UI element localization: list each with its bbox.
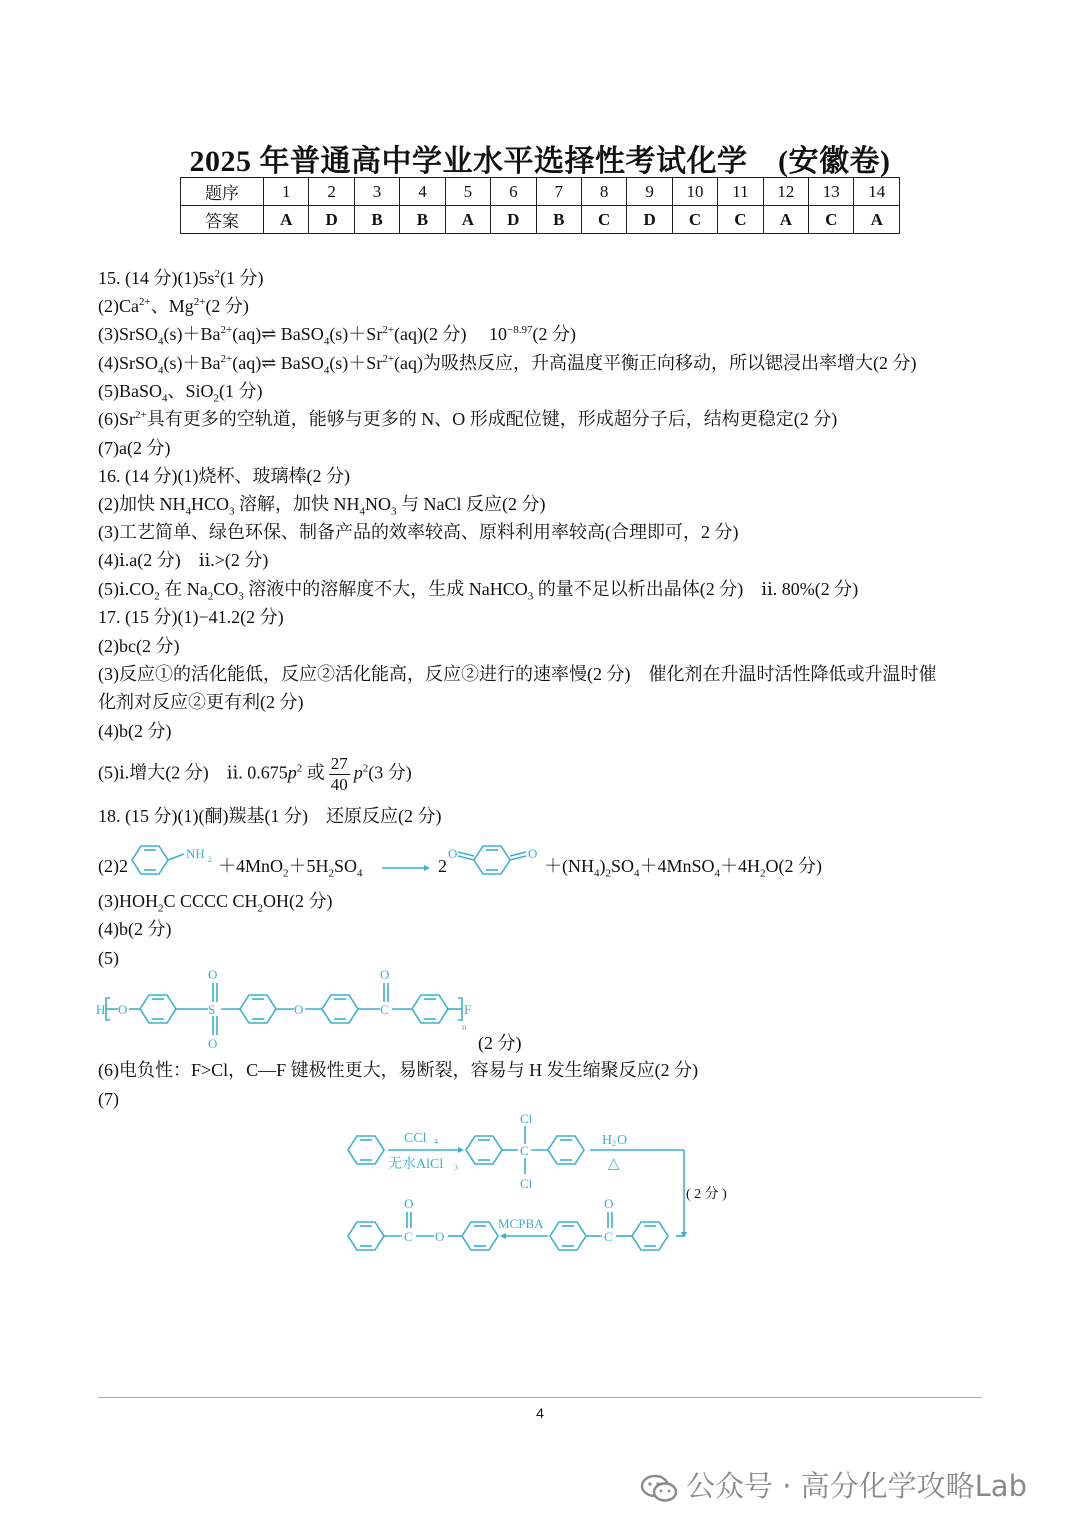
svg-text:O: O xyxy=(604,1196,614,1211)
svg-text:△: △ xyxy=(608,1156,620,1172)
answer-cell: C xyxy=(718,206,763,234)
svg-text:( 2 分 ): ( 2 分 ) xyxy=(686,1187,727,1202)
answer-cell: B xyxy=(354,206,399,234)
answer-cell: C xyxy=(581,206,626,234)
svg-text:H: H xyxy=(96,1002,106,1017)
answer-cell: A xyxy=(763,206,808,234)
svg-text:O: O xyxy=(380,967,390,982)
q18-line-2-reagents: $+4MnO_2+5H_2SO_4$ xyxy=(218,856,363,880)
question-number: 13 xyxy=(809,178,854,206)
q16-line-2: (2)加快 $NH_4HCO_3$ 溶解，加快 $NH_4NO_3$ 与 NaCl 反应(2 分) xyxy=(98,494,546,518)
question-number: 12 xyxy=(763,178,808,206)
page-title: 2025 年普通高中学业水平选择性考试化学 (安徽卷) xyxy=(189,145,891,178)
q18-line-6: (6)电负性：F>Cl，C—F 键极性更大，易断裂，容易与 H 发生缩聚反应(2 分) xyxy=(98,1060,699,1080)
answer-cell: C xyxy=(809,206,854,234)
q15-line-4: $(4)SrSO_4(s)+Ba^{2+}(aq)\rightleftharpoons$ $BaSO_4(s)+Sr^{2+}(aq)$为吸热反应，升高温度平衡正向移动，所以锶浸出率增大(2 分) xyxy=(98,353,917,377)
question-number: 1 xyxy=(264,178,309,206)
q17-line-3: (3)反应①的活化能低，反应②活化能高，反应②进行的速率慢(2 分) 催化剂在升温时活性降低或升温时催 xyxy=(98,664,937,684)
row-header-answer: 答案 xyxy=(181,206,264,234)
answer-cell: B xyxy=(536,206,581,234)
svg-text:n: n xyxy=(462,1022,467,1032)
answer-cell: D xyxy=(491,206,536,234)
svg-text:C: C xyxy=(520,1143,529,1158)
svg-text:C: C xyxy=(380,1002,389,1017)
q17-line-2: (2)bc(2 分) xyxy=(98,636,180,656)
q17-line-4: (4)b(2 分) xyxy=(98,721,172,741)
svg-text:C: C xyxy=(604,1229,613,1244)
question-number: 14 xyxy=(854,178,900,206)
polymer-structure xyxy=(96,966,486,1050)
q18-line-2-coef: 2 xyxy=(438,856,447,876)
q18-line-5-score: (2 分) xyxy=(478,1033,522,1053)
question-number: 7 xyxy=(536,178,581,206)
svg-text:3: 3 xyxy=(454,1163,458,1172)
answer-table-answer-row xyxy=(181,206,900,234)
answer-table xyxy=(180,177,900,234)
benzoquinone-structure xyxy=(446,840,546,880)
svg-text:O: O xyxy=(435,1229,445,1244)
answer-cell: C xyxy=(672,206,717,234)
answer-cell: B xyxy=(400,206,445,234)
svg-text:O: O xyxy=(208,1036,218,1051)
q18-line-3: $(3)HOH_2C$ CCCC $CH_2OH(2$ 分) xyxy=(98,891,333,915)
svg-text:O: O xyxy=(528,846,538,861)
wechat-icon xyxy=(640,1473,678,1503)
question-number: 11 xyxy=(718,178,763,206)
q18-line-1: 18. (15 分)(1)(酮)羰基(1 分) 还原反应(2 分) xyxy=(98,806,442,826)
svg-text:O: O xyxy=(404,1196,414,1211)
svg-text:NH: NH xyxy=(186,846,205,861)
q18-line-7: (7) xyxy=(98,1089,119,1109)
question-number: 2 xyxy=(309,178,354,206)
q15-line-5: (5)BaSO$_4$、SiO$_2$(1 分) xyxy=(98,381,263,405)
q18-line-4: (4)b(2 分) xyxy=(98,919,172,939)
svg-text:O: O xyxy=(294,1002,304,1017)
q16-line-1: 16. (14 分)(1)烧杯、玻璃棒(2 分) xyxy=(98,466,350,486)
aniline-structure xyxy=(128,840,218,880)
svg-text:O: O xyxy=(118,1002,128,1017)
svg-text:2: 2 xyxy=(612,1139,616,1148)
fraction: $\frac{27}{40}$ xyxy=(330,754,348,794)
svg-text:Cl: Cl xyxy=(520,1111,533,1126)
question-number: 6 xyxy=(491,178,536,206)
answer-cell: A xyxy=(264,206,309,234)
q16-line-3: (3)工艺简单、绿色环保、制备产品的效率较高、原料利用率较高(合理即可，2 分) xyxy=(98,522,739,542)
question-number: 5 xyxy=(445,178,490,206)
svg-text:H: H xyxy=(602,1133,613,1148)
q15-line-6: $(6)Sr^{2+}$具有更多的空轨道，能够与更多的 N、O 形成配位键，形成超分子后，结构更稳定(2 分) xyxy=(98,409,838,429)
page-number: 4 xyxy=(536,1405,544,1421)
answer-cell: A xyxy=(445,206,490,234)
question-number: 10 xyxy=(672,178,717,206)
svg-text:CCl: CCl xyxy=(404,1131,427,1146)
row-header-number: 题序 xyxy=(181,178,264,206)
svg-text:C: C xyxy=(404,1229,413,1244)
q18-line-5: (5) xyxy=(98,948,119,968)
q15-line-1: 15. (14 分)$(1)5s^2(1$ 分) xyxy=(98,268,264,288)
svg-text:4: 4 xyxy=(434,1137,438,1146)
q18-line-2-prefix: (2)2 xyxy=(98,856,128,876)
question-number: 3 xyxy=(354,178,399,206)
svg-text:无水AlCl: 无水AlCl xyxy=(388,1157,444,1172)
svg-text:F: F xyxy=(464,1002,472,1017)
answer-cell: D xyxy=(309,206,354,234)
q15-line-3: $(3)SrSO_4(s)+Ba^{2+}(aq)\rightleftharpoons$ $BaSO_4(s)+Sr^{2+}(aq)(2$ 分) $10^{-8.97}(2$ 分) xyxy=(98,324,576,348)
q15-line-7: (7)a(2 分) xyxy=(98,438,171,458)
svg-text:O: O xyxy=(617,1133,628,1148)
footer-divider xyxy=(98,1397,982,1398)
svg-text:Cl: Cl xyxy=(520,1176,533,1191)
q18-line-2-products: $+(NH_4)_2SO_4+4MnSO_4+4H_2O(2$ 分) xyxy=(544,856,823,880)
answer-table-number-row xyxy=(181,178,900,206)
q16-line-4: (4)ⅰ.a(2 分) ⅱ.>(2 分) xyxy=(98,550,269,570)
q16-line-5: $(5)ⅰ.CO_2$ 在 $Na_2CO_3$ 溶液中的溶解度不大，生成 NaHCO$_3$ 的量不足以析出晶体(2 分) ⅱ. 80%(2 分) xyxy=(98,579,859,603)
svg-text:O: O xyxy=(448,846,458,861)
watermark: 公众号 · 高分化学攻略Lab xyxy=(640,1464,1027,1505)
question-number: 8 xyxy=(581,178,626,206)
svg-text:MCPBA: MCPBA xyxy=(498,1216,544,1231)
q17-line-3b: 化剂对反应②更有利(2 分) xyxy=(98,692,304,712)
question-number: 9 xyxy=(627,178,672,206)
q17-line-1: 17. (15 分)(1)−41.2(2 分) xyxy=(98,607,284,627)
answer-cell: D xyxy=(627,206,672,234)
svg-text:O: O xyxy=(208,967,218,982)
q15-line-2: $(2)Ca^{2+}$、$Mg^{2+}(2$ 分) xyxy=(98,296,249,316)
reaction-arrow xyxy=(380,860,430,876)
svg-text:2: 2 xyxy=(208,855,212,864)
svg-text:S: S xyxy=(208,1002,216,1017)
q17-line-5: (5)ⅰ.增大(2 分) ⅱ. $0.675p^2$ 或 $\frac{27}{40}$ $p^2(3$ 分) xyxy=(98,754,412,794)
question-number: 4 xyxy=(400,178,445,206)
synthesis-route xyxy=(340,1108,740,1258)
answer-cell: A xyxy=(854,206,900,234)
